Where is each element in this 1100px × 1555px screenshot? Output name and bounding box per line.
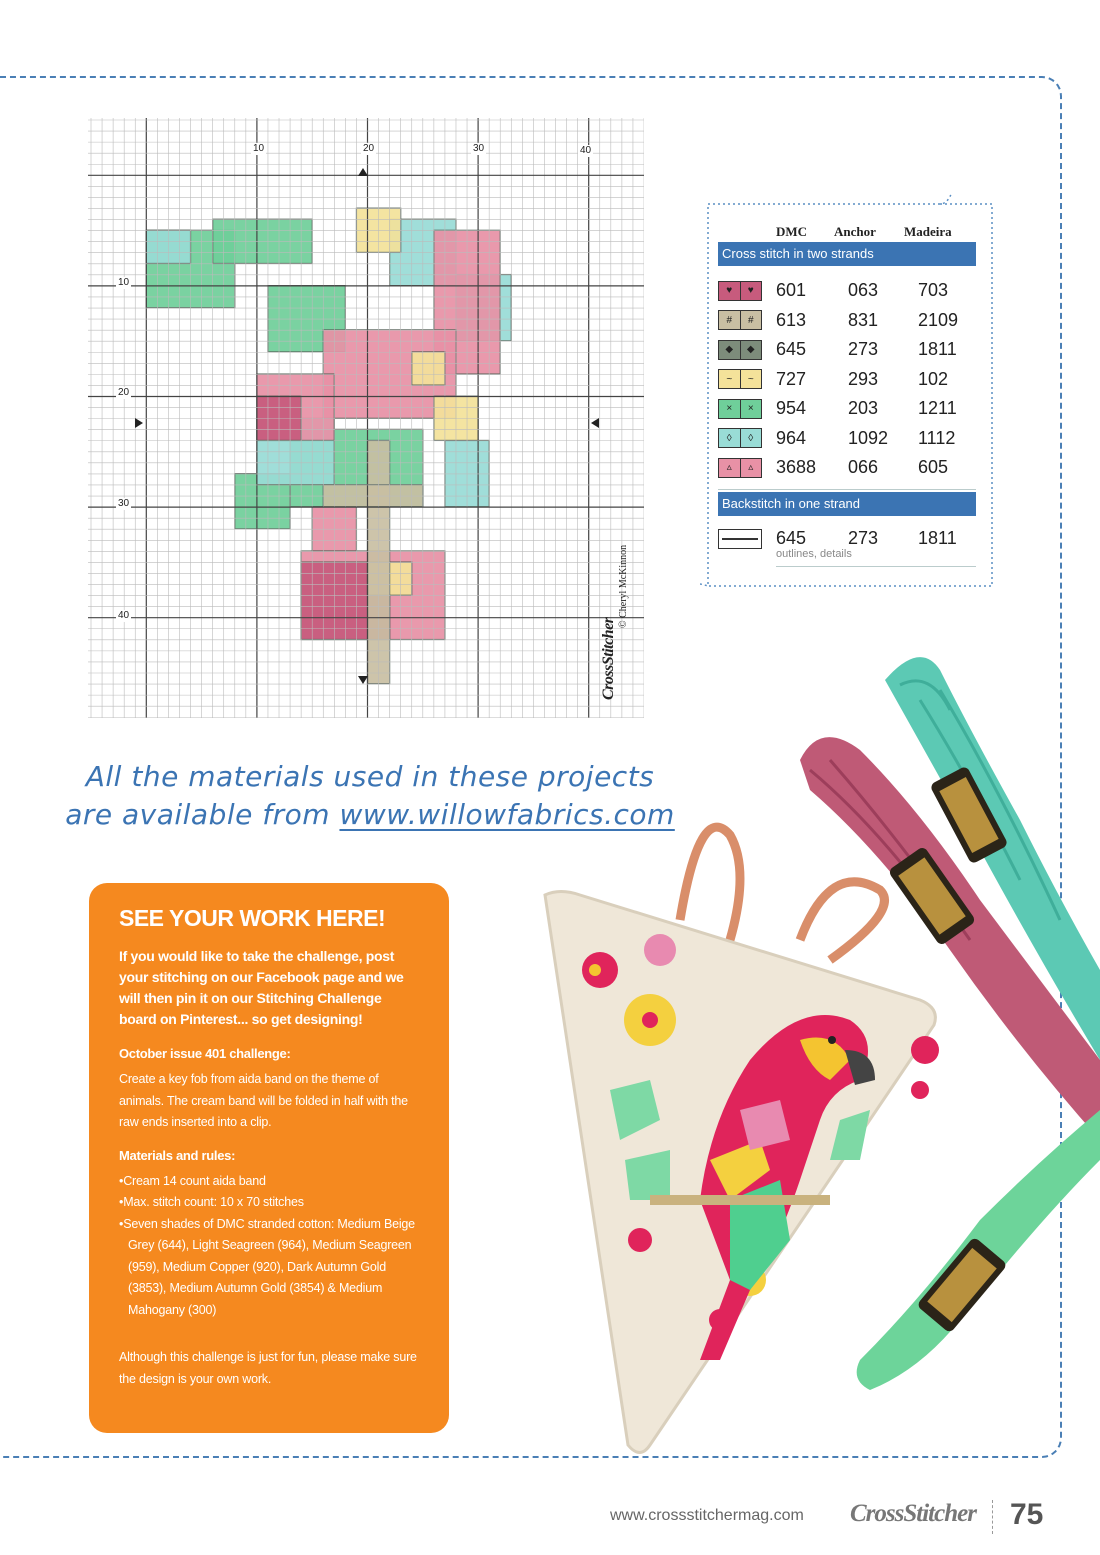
swatch-symbol: ▵ bbox=[719, 459, 741, 477]
swatch-symbol: ◊ bbox=[741, 429, 762, 447]
swatch-symbol: # bbox=[741, 311, 762, 329]
chart-key bbox=[718, 220, 976, 567]
key-row bbox=[718, 453, 976, 483]
key-section-cross: Cross stitch in two strands bbox=[718, 242, 976, 266]
key-header-madeira: Madeira bbox=[904, 224, 952, 239]
key-dmc: 964 bbox=[776, 427, 807, 448]
swatch-symbol: ♥ bbox=[741, 282, 762, 300]
key-row bbox=[718, 424, 976, 454]
key-madeira: 1211 bbox=[918, 398, 957, 419]
key-madeira: 703 bbox=[918, 280, 949, 301]
footer-url[interactable]: www.crossstitchermag.com bbox=[610, 1507, 804, 1524]
challenge-title: SEE YOUR WORK HERE! bbox=[119, 905, 386, 931]
motif-block bbox=[323, 485, 423, 507]
key-row bbox=[718, 276, 976, 306]
issue-body: Create a key fob from aida band on the theme of animals. The cream band will be folded in half with the raw ends inserted into a clip. bbox=[119, 1072, 408, 1129]
key-header-dmc: DMC bbox=[776, 224, 808, 239]
key-madeira: 1811 bbox=[918, 339, 957, 360]
chart-brand: CrossStitcher bbox=[600, 617, 617, 700]
backstitch-note: outlines, details bbox=[776, 548, 976, 567]
col-label-40: 40 bbox=[580, 145, 592, 156]
motif-block bbox=[412, 352, 445, 385]
swatch-symbol: ◊ bbox=[719, 429, 741, 447]
row-label-20: 20 bbox=[118, 387, 130, 398]
key-madeira: 1112 bbox=[918, 427, 956, 448]
willowfabrics-link[interactable]: www.willowfabrics.com bbox=[339, 798, 675, 831]
key-row bbox=[718, 335, 976, 365]
motif-block bbox=[213, 219, 313, 263]
key-anchor: 063 bbox=[848, 280, 879, 301]
key-header-anchor: Anchor bbox=[834, 224, 876, 239]
swatch-symbol: ~ bbox=[719, 370, 741, 388]
key-header bbox=[718, 220, 976, 240]
page-number: 75 bbox=[1010, 1498, 1044, 1531]
key-anchor: 831 bbox=[848, 309, 879, 330]
swatch-symbol: × bbox=[719, 400, 741, 418]
key-dmc: 727 bbox=[776, 368, 807, 389]
scissor-keep-photo bbox=[500, 640, 1100, 1500]
materials-item: • Cream 14 count aida band bbox=[119, 1171, 419, 1193]
headline-line2-prefix: are available from bbox=[65, 798, 340, 831]
key-swatch bbox=[718, 369, 762, 389]
key-anchor: 203 bbox=[848, 398, 879, 419]
backstitch-dmc: 645 bbox=[776, 528, 807, 548]
key-swatch bbox=[718, 399, 762, 419]
col-label-10: 10 bbox=[253, 143, 265, 154]
swatch-symbol: ◆ bbox=[719, 341, 741, 359]
key-row bbox=[718, 365, 976, 395]
key-section-backstitch: Backstitch in one strand bbox=[718, 492, 976, 516]
key-row bbox=[718, 394, 976, 424]
materials-item: • Seven shades of DMC stranded cotton: Medium Beige Grey (644), Light Seagreen (964), Medium Seagreen (959), Medium Copper (920), Dark Autumn Gold (3853), Medium Autumn Gold (3854) & Medium Mahogany (300) bbox=[119, 1214, 419, 1322]
key-madeira: 102 bbox=[918, 368, 949, 389]
chart-grid bbox=[88, 118, 644, 718]
key-dmc: 613 bbox=[776, 309, 807, 330]
key-dmc: 645 bbox=[776, 339, 807, 360]
row-label-10: 10 bbox=[118, 277, 130, 288]
footer-divider bbox=[992, 1500, 993, 1534]
key-dmc: 954 bbox=[776, 398, 807, 419]
backstitch-madeira: 1811 bbox=[918, 528, 957, 548]
key-rows bbox=[718, 266, 976, 490]
key-anchor: 066 bbox=[848, 457, 879, 478]
page-footer bbox=[610, 1498, 1070, 1538]
key-madeira: 2109 bbox=[918, 309, 959, 330]
row-label-40: 40 bbox=[118, 610, 130, 621]
challenge-intro: If you would like to take the challenge, post your stitching on our Facebook page and we will then pin it on our Stitching Challenge board on Pinterest... so get designing! bbox=[119, 948, 404, 1027]
footer-magazine: CrossStitcher bbox=[850, 1500, 976, 1527]
key-swatch bbox=[718, 458, 762, 478]
col-label-20: 20 bbox=[363, 143, 375, 154]
materials-heading: Materials and rules: bbox=[119, 1147, 236, 1163]
key-swatch bbox=[718, 340, 762, 360]
swatch-symbol: ~ bbox=[741, 370, 762, 388]
cross-stitch-chart bbox=[88, 118, 644, 718]
swatch-symbol: # bbox=[719, 311, 741, 329]
chart-copyright: © Cheryl McKinnon bbox=[618, 544, 629, 628]
swatch-symbol: × bbox=[741, 400, 762, 418]
key-swatch bbox=[718, 310, 762, 330]
key-madeira: 605 bbox=[918, 457, 949, 478]
key-anchor: 1092 bbox=[848, 427, 889, 448]
col-label-30: 30 bbox=[473, 143, 485, 154]
key-anchor: 273 bbox=[848, 339, 879, 360]
key-swatch bbox=[718, 428, 762, 448]
key-swatch bbox=[718, 281, 762, 301]
key-dmc: 3688 bbox=[776, 457, 817, 478]
swatch-symbol: ♥ bbox=[719, 282, 741, 300]
headline-line1: All the materials used in these projects bbox=[85, 760, 655, 793]
issue-heading: October issue 401 challenge: bbox=[119, 1046, 291, 1061]
swatch-symbol: ▵ bbox=[741, 459, 762, 477]
key-row bbox=[718, 306, 976, 336]
row-label-30: 30 bbox=[118, 498, 130, 509]
swatch-symbol: ◆ bbox=[741, 341, 762, 359]
key-dmc: 601 bbox=[776, 280, 807, 301]
challenge-footer: Although this challenge is just for fun, please make sure the design is your own work. bbox=[119, 1350, 417, 1386]
materials-item: • Max. stitch count: 10 x 70 stitches bbox=[119, 1192, 419, 1214]
materials-list bbox=[119, 1171, 419, 1322]
backstitch-swatch bbox=[718, 529, 762, 549]
challenge-box bbox=[89, 883, 449, 1433]
key-anchor: 293 bbox=[848, 368, 879, 389]
green-thread-skein bbox=[857, 1110, 1100, 1390]
backstitch-anchor: 273 bbox=[848, 528, 879, 548]
